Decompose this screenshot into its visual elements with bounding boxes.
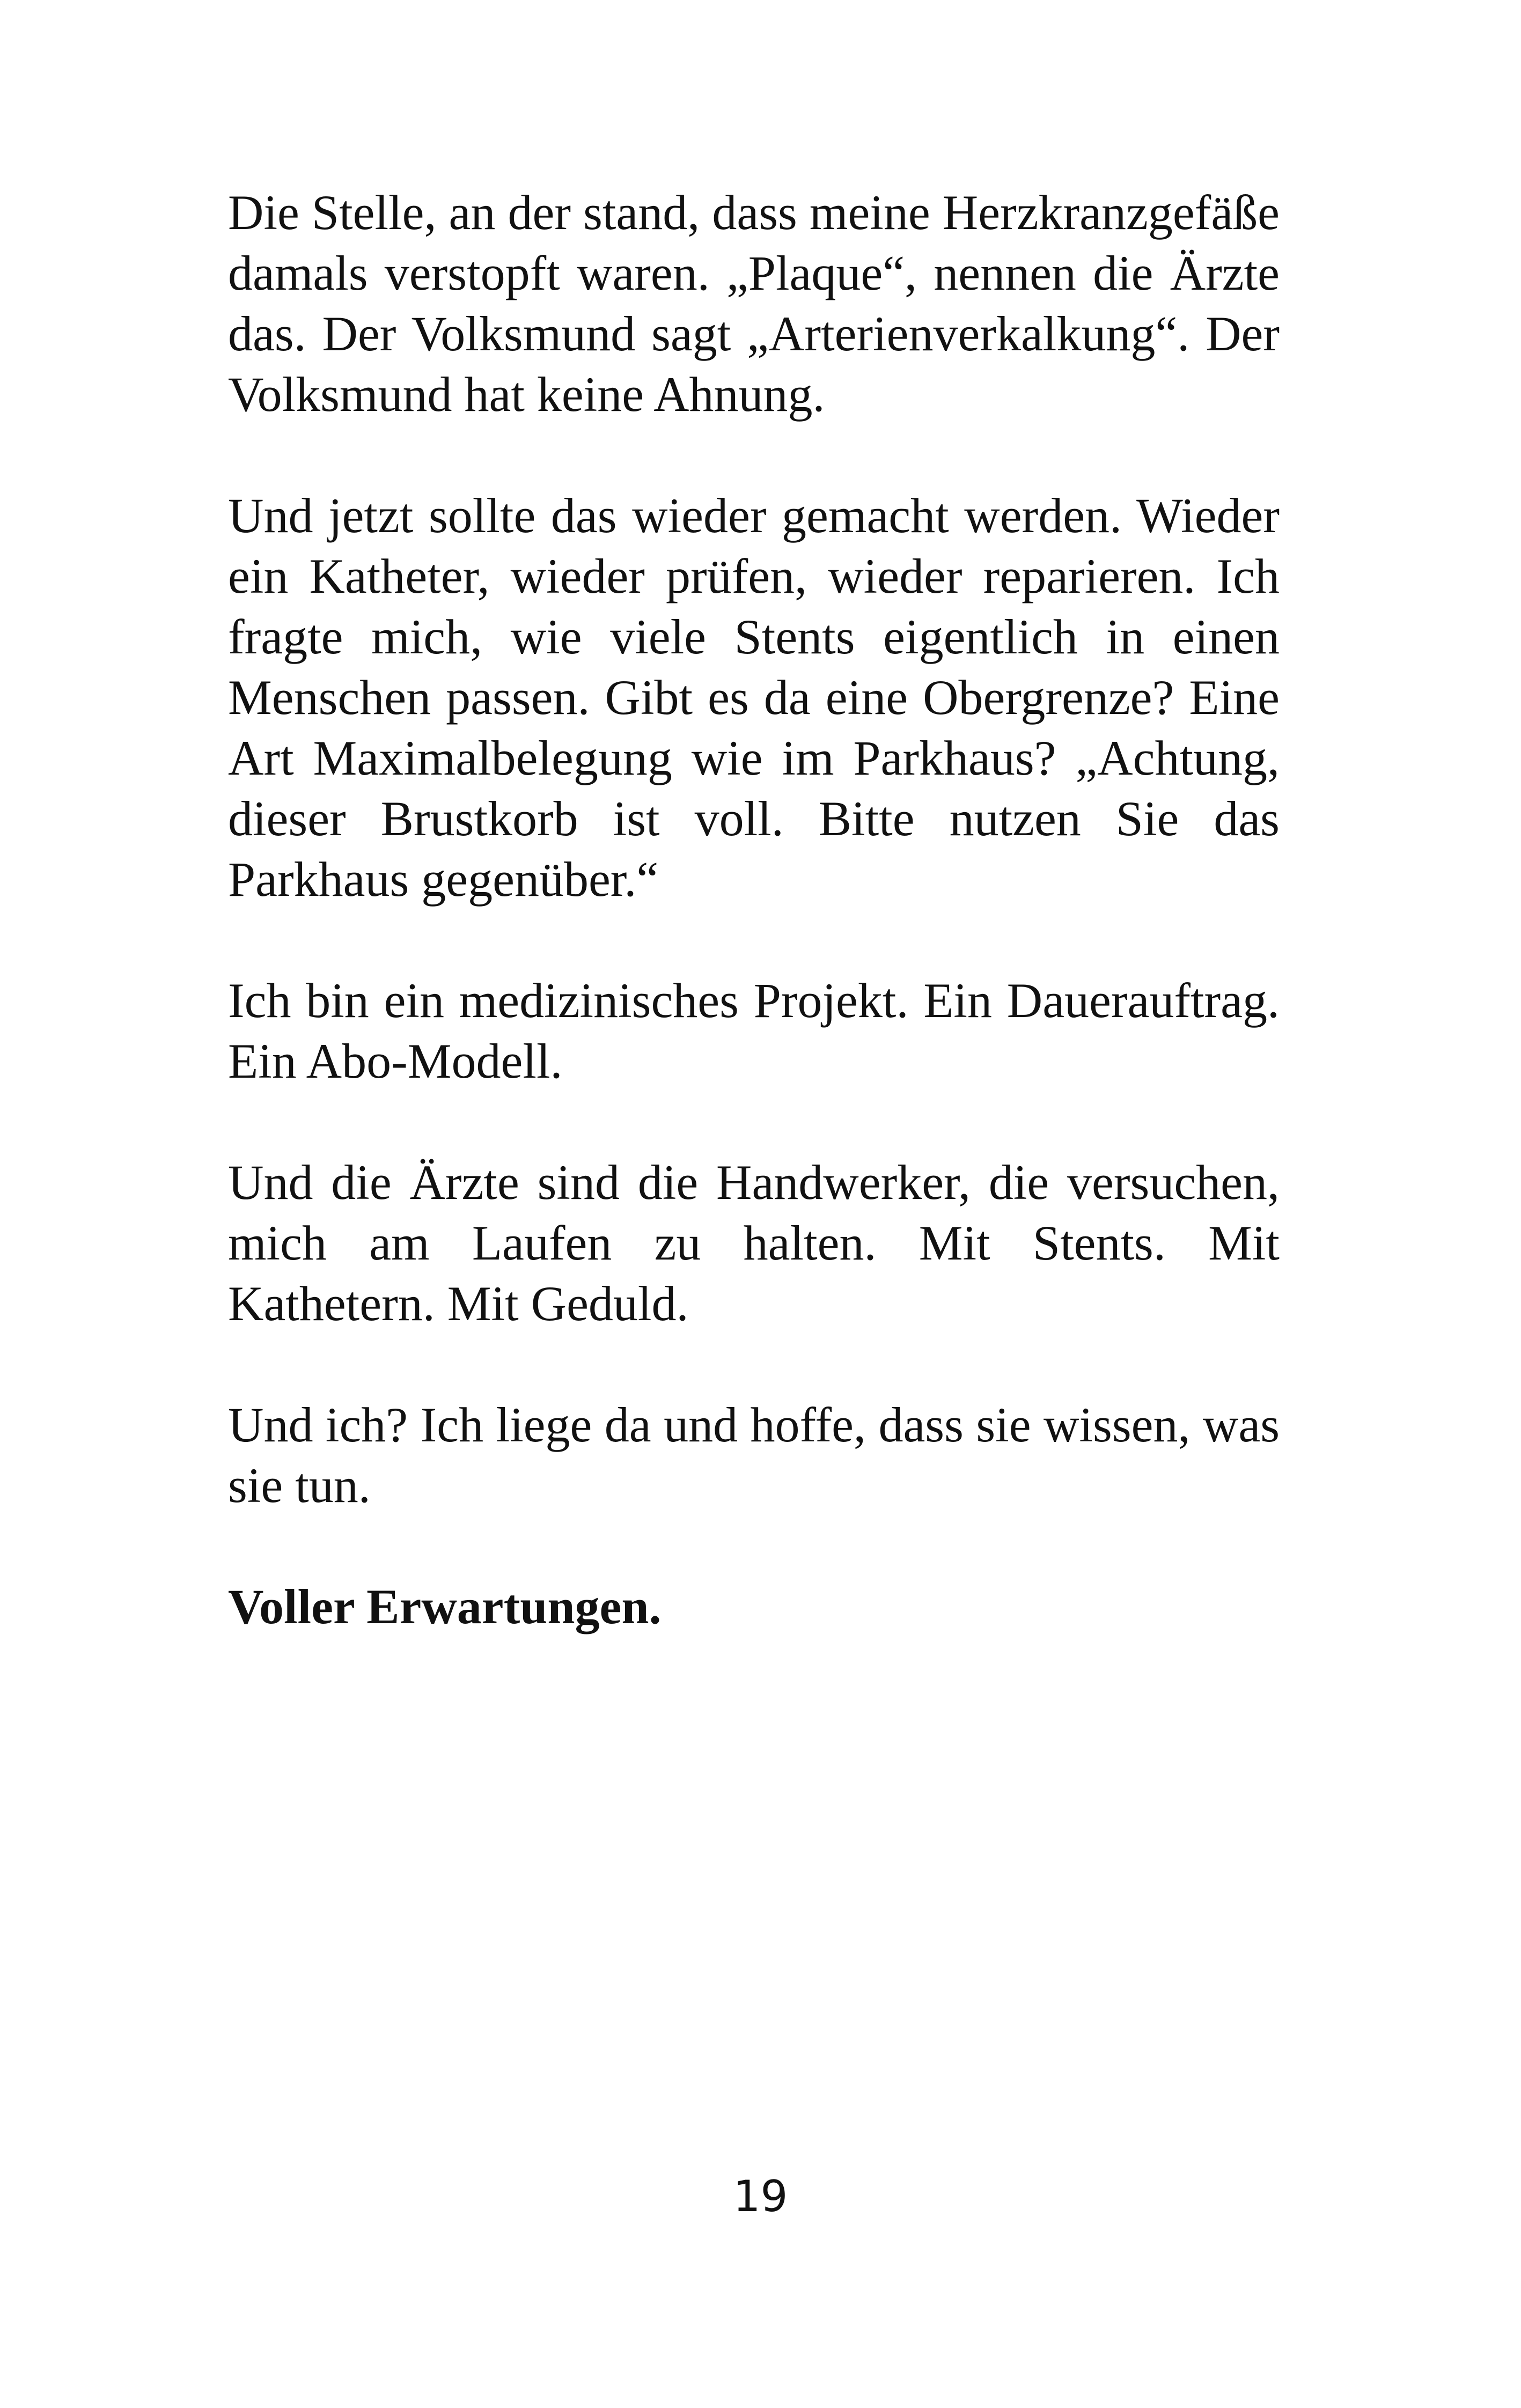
paragraph-1: Die Stelle, an der stand, dass meine Herzkranzgefäße damals verstopft waren. „Plaque“, nennen die Ärzte das. Der Volksmund sagt „Arterienverkalkung“. Der Volksmund hat keine Ahnung. — [228, 185, 1280, 422]
paragraph-5: Und ich? Ich liege da und hoffe, dass sie wissen, was sie tun. — [228, 1397, 1280, 1513]
closing-line: Voller Erwartungen. — [228, 1579, 662, 1634]
page-body — [228, 182, 1280, 1637]
paragraph-3: Ich bin ein medizinisches Projekt. Ein Dauerauftrag. Ein Abo-Modell. — [228, 973, 1280, 1088]
paragraph-2: Und jetzt sollte das wieder gemacht werden. Wieder ein Katheter, wieder prüfen, wieder reparieren. Ich fragte mich, wie viele Stents eigentlich in einen Menschen passen. Gibt es da eine Obergrenze? Eine Art Maximalbelegung wie im Parkhaus? „Achtung, dieser Brustkorb ist voll. Bitte nutzen Sie das Parkhaus gegenüber.“ — [228, 488, 1280, 907]
paragraph-4: Und die Ärzte sind die Handwerker, die versuchen, mich am Laufen zu halten. Mit Stents. Mit Kathetern. Mit Geduld. — [228, 1155, 1280, 1331]
page-number: 19 — [733, 2171, 788, 2221]
